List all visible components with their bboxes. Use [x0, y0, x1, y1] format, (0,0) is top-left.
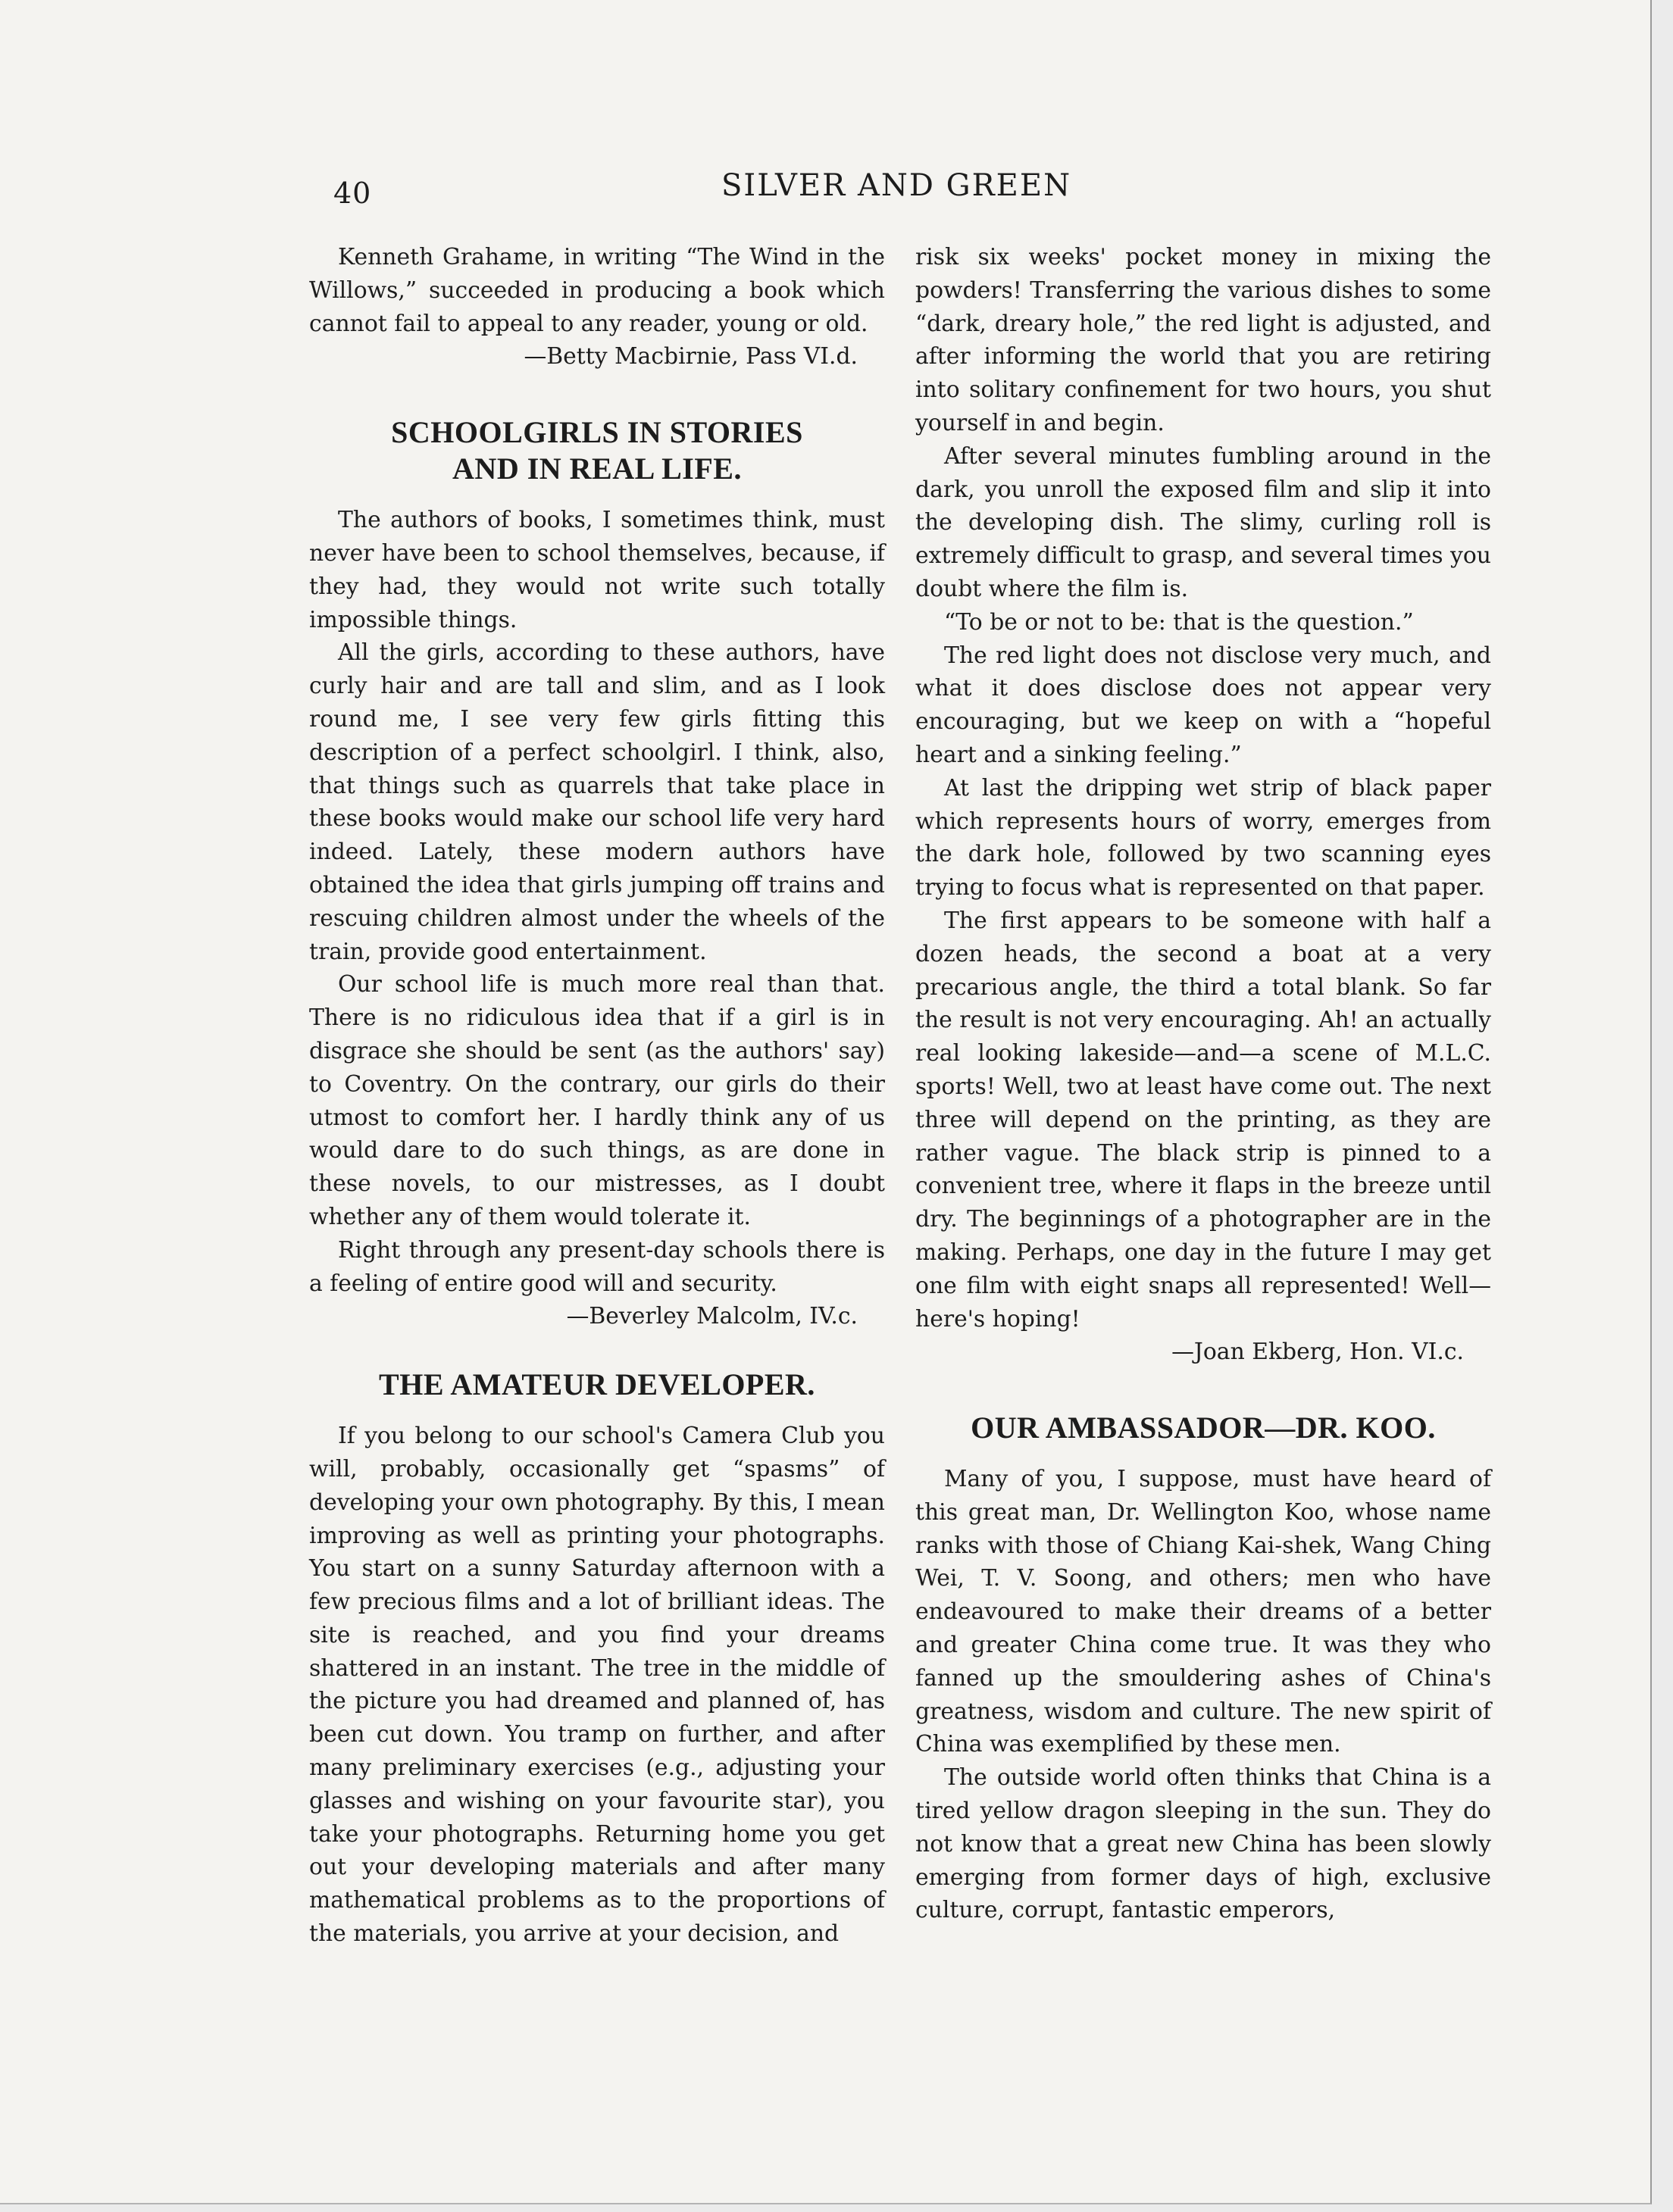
developer-continued-paragraph: After several minutes fumbling around in the dark, you unroll the exposed film and slip it into the developing dish. The slimy, curling roll is extremely difficult to grasp, and several times you doubt where the film is. [915, 442, 1491, 602]
schoolgirls-paragraph: Right through any present-day schools there is a feeling of entire good will and security. [309, 1236, 885, 1297]
developer-paragraph: If you belong to our school's Camera Club you will, probably, occasionally get “spasms” of developing your own photography. By this, I mean improving as well as printing your photographs. You start on a sunny Saturday afternoon with a few precious films and a lot of brilliant ideas. The site is reached, and you find your dreams shattered in an instant. The tree in the middle of the picture you had dreamed and planned of, has been cut down. You tramp on further, and after many preliminary exercises (e.g., adjusting your glasses and wishing on your favourite star), you take your photographs. Returning home you get out your developing materials and after many mathematical problems as to the proportions of the materials, you arrive at your decision, and [309, 1423, 885, 1948]
developer-signature: —Joan Ekberg, Hon. VI.c. [1171, 1339, 1464, 1366]
right-column [915, 241, 1491, 1927]
ambassador-title: OUR AMBASSADOR—DR. KOO. [971, 1411, 1436, 1445]
running-title: SILVER AND GREEN [721, 168, 1072, 203]
schoolgirls-title: SCHOOLGIRLS IN STORIES AND IN REAL LIFE. [391, 415, 803, 486]
developer-continued-paragraph: At last the dripping wet strip of black paper which represents hours of worry, emerges from the dark hole, followed by two scanning eyes trying to focus what is represented on that paper. [915, 774, 1491, 901]
developer-continued-paragraph: “To be or not to be: that is the question.” [944, 608, 1414, 636]
developer-continued-paragraph: The first appears to be someone with half a dozen heads, the second a boat at a very precarious angle, the third a total blank. So far the result is not very encouraging. Ah! an actually real looking lakeside—and—a scene of M.L.C. sports! Well, two at least have come out. The next three will depend on the printing, as they are rather vague. The black strip is pinned to a convenient tree, where it flaps in the breeze until dry. The beginnings of a photographer are in the making. Perhaps, one day in the future I may get one film with eight snaps all represented! Well—here's hoping! [915, 907, 1491, 1333]
schoolgirls-paragraph: Our school life is much more real than that. There is no ridiculous idea that if a girl is in disgrace she should be sent (as the authors' say) to Coventry. On the contrary, our girls do their utmost to comfort her. I hardly think any of us would dare to do such things, as are done in these novels, to our mistresses, as I doubt whether any of them would tolerate it. [309, 971, 885, 1230]
developer-continued-paragraph: risk six weeks' pocket money in mixing the powders! Transferring the various dishes to some “dark, dreary hole,” the red light is adjusted, and after informing the world that you are retiring into solitary confinement for two hours, you shut yourself in and begin. [915, 244, 1491, 436]
schoolgirls-paragraph: All the girls, according to these authors, have curly hair and are tall and slim, and as I look round me, I see very few girls fitting this description of a perfect schoolgirl. I think, also, that things such as quarrels that take place in these books would make our school life very hard indeed. Lately, these modern authors have obtained the idea that girls jumping off trains and rescuing children almost under the wheels of the train, provide good entertainment. [309, 639, 885, 965]
left-column [309, 241, 885, 1951]
intro-paragraph: Kenneth Grahame, in writing “The Wind in the Willows,” succeeded in producing a book which cannot fail to appeal to any reader, young or old. [309, 244, 885, 337]
schoolgirls-signature: —Beverley Malcolm, IV.c. [566, 1303, 858, 1330]
schoolgirls-paragraph: The authors of books, I sometimes think, must never have been to school themselves, because, if they had, they would not write such totally impossible things. [309, 507, 885, 633]
ambassador-paragraph: Many of you, I suppose, must have heard of this great man, Dr. Wellington Koo, whose name ranks with those of Chiang Kai-shek, Wang Ching Wei, T. V. Soong, and others; men who have endeavoured to make their dreams of a better and greater China come true. It was they who fanned up the smouldering ashes of China's greatness, wisdom and culture. The new spirit of China was exemplified by these men. [915, 1466, 1491, 1758]
ambassador-paragraph: The outside world often thinks that China is a tired yellow dragon sleeping in the sun. They do not know that a great new China has been slowly emerging from former days of high, exclusive culture, corrupt, fantastic emperors, [915, 1764, 1491, 1924]
developer-title: THE AMATEUR DEVELOPER. [379, 1367, 815, 1402]
intro-signature: —Betty Macbirnie, Pass VI.d. [524, 343, 858, 370]
page-number: 40 [333, 177, 372, 210]
developer-continued-paragraph: The red light does not disclose very much, and what it does disclose does not appear very encouraging, but we keep on with a “hopeful heart and a sinking feeling.” [915, 642, 1491, 768]
